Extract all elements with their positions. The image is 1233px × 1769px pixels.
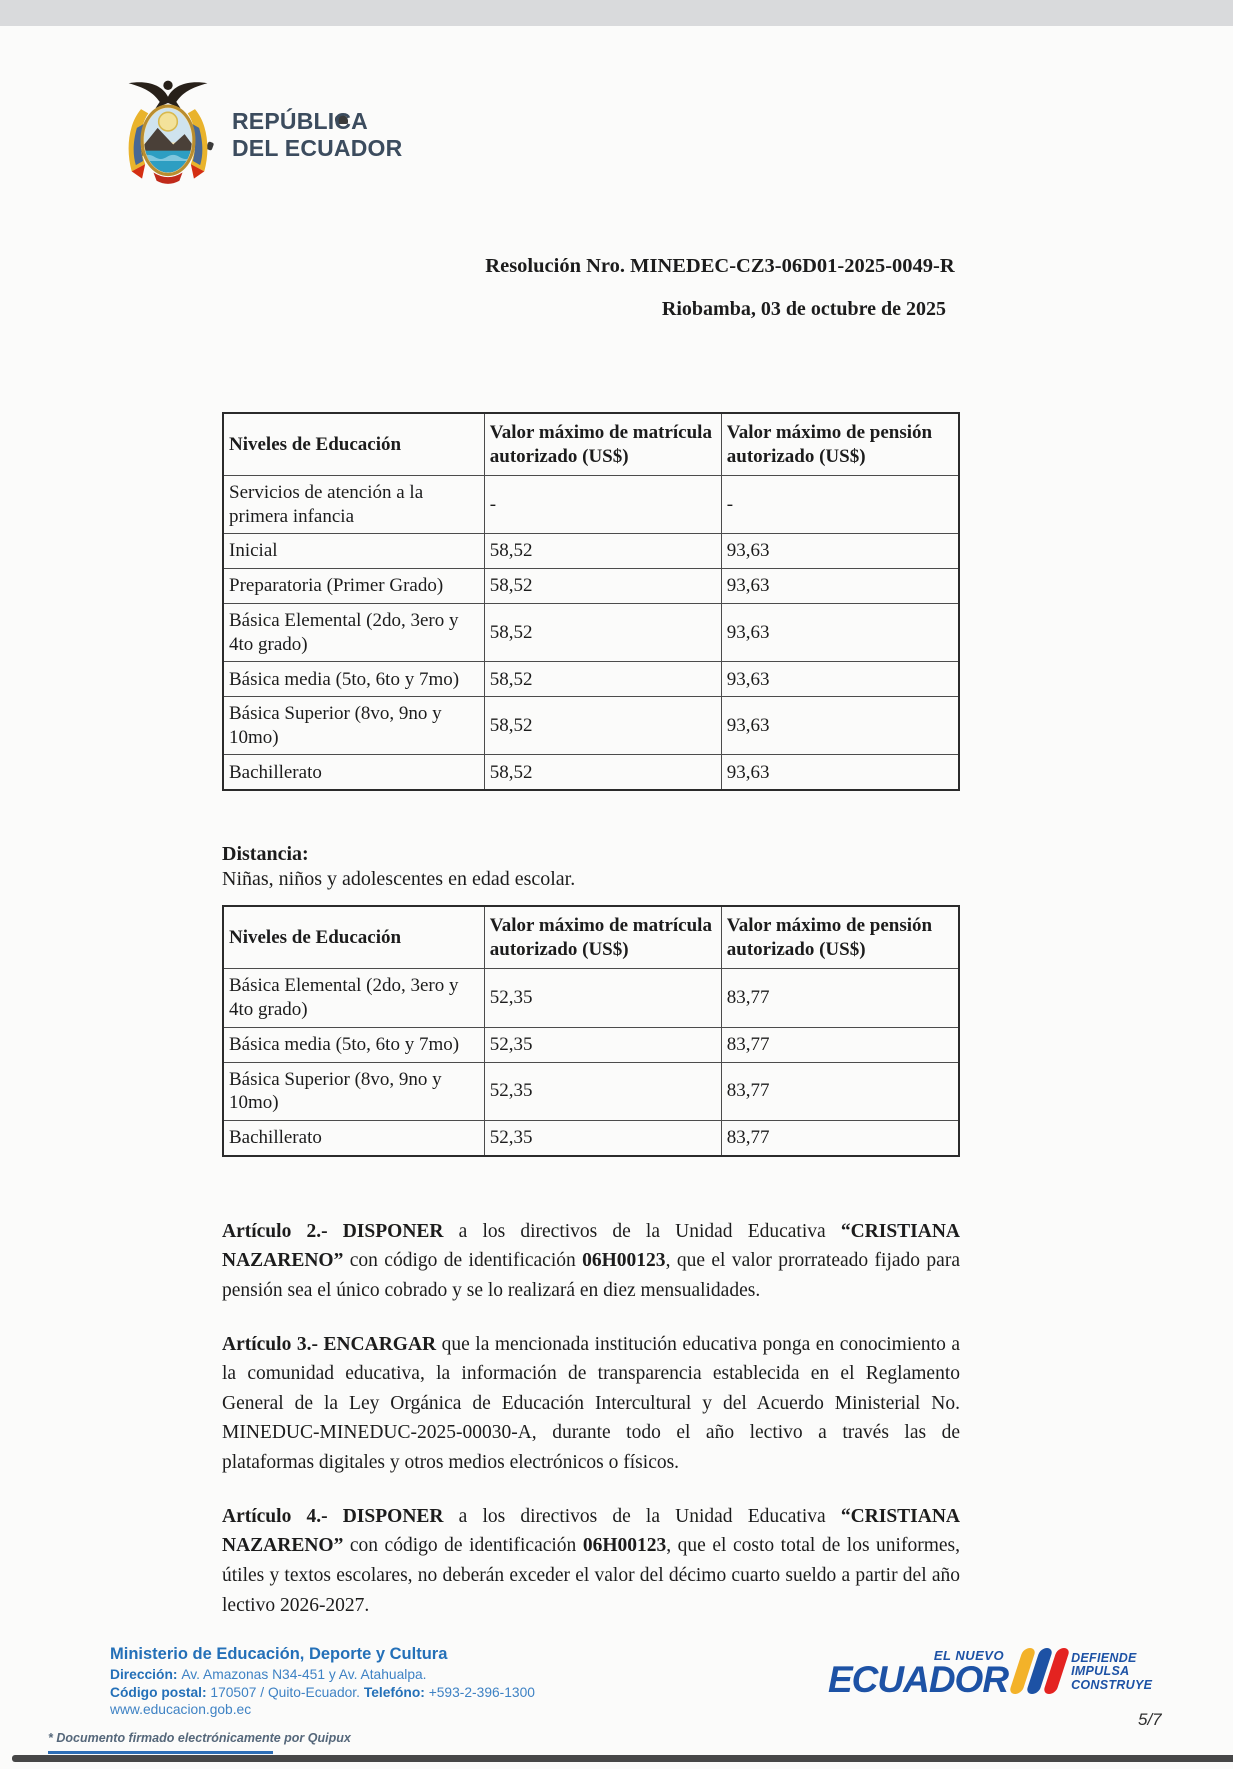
text-run: Artículo 3.- ENCARGAR <box>222 1333 437 1355</box>
table-cell: 83,77 <box>721 1027 959 1062</box>
table-cell: 52,35 <box>484 1027 721 1062</box>
table-row <box>223 1062 959 1120</box>
text-run: , que el valor prorrateado fijado para pensión sea el único cobrado y se lo realizará en diez mensualidades. <box>222 1250 960 1301</box>
ministry-postal-phone <box>110 1684 535 1702</box>
table-cell: 93,63 <box>721 662 959 697</box>
column-header: Valor máximo de pensión autorizado (US$) <box>721 906 959 969</box>
text-run: a los directivos de la Unidad Educativa <box>443 1505 841 1527</box>
table-cell: 58,52 <box>484 755 721 791</box>
table-cell: 58,52 <box>484 534 721 569</box>
quipux-signature-note: * Documento firmado electrónicamente por Quipux <box>48 1731 351 1745</box>
table-cell: 52,35 <box>484 1120 721 1156</box>
distancia-heading: Distancia: <box>222 843 309 866</box>
text-run: “CRISTIANA NAZARENO” <box>222 1505 961 1557</box>
document-body <box>222 412 960 1644</box>
scan-artifact-bottom-line <box>12 1755 1233 1762</box>
table-cell: 83,77 <box>721 1120 959 1156</box>
text-run: “CRISTIANA NAZARENO” <box>222 1220 961 1272</box>
text-run: con código de identificación <box>343 1535 583 1557</box>
text-run: +593-2-396-1300 <box>428 1685 535 1701</box>
table-cell: Básica Elemental (2do, 3ero y 4to grado) <box>223 969 484 1027</box>
signature-underline <box>48 1751 273 1754</box>
text-run: 170507 / Quito-Ecuador. <box>210 1685 364 1701</box>
column-header: Niveles de Educación <box>223 413 484 476</box>
table-cell: 52,35 <box>484 1062 721 1120</box>
column-header: Valor máximo de matrícula autorizado (US$) <box>484 413 721 476</box>
table-cell: 58,52 <box>484 604 721 662</box>
table-cell: 58,52 <box>484 697 721 755</box>
resolution-number: Resolución Nro. MINEDEC-CZ3-06D01-2025-0049-R <box>485 255 955 277</box>
text-run: Dirección: <box>110 1667 182 1682</box>
table-cell: Bachillerato <box>223 1120 484 1156</box>
ministry-address <box>110 1666 535 1684</box>
table-row <box>223 534 959 569</box>
ministry-website-link[interactable]: www.educacion.gob.ec <box>110 1702 252 1718</box>
table-row <box>223 569 959 604</box>
ecuador-wordmark <box>828 1648 1009 1700</box>
text-run: Artículo 4.- DISPONER <box>222 1505 444 1527</box>
document-header <box>116 76 402 193</box>
tuition-table-presencial <box>222 412 960 791</box>
text-run: Artículo 2.- DISPONER <box>222 1220 444 1242</box>
table-cell: 52,35 <box>484 969 721 1027</box>
table-cell: 93,63 <box>721 534 959 569</box>
el-nuevo-label: EL NUEVO <box>933 1648 1005 1663</box>
slogan-line-3: CONSTRUYE <box>1071 1677 1153 1692</box>
table-cell: - <box>721 476 959 534</box>
table-cell: Básica media (5to, 6to y 7mo) <box>223 662 484 697</box>
table-cell: Básica Superior (8vo, 9no y 10mo) <box>223 1062 484 1120</box>
table-row <box>223 662 959 697</box>
distancia-subtitle: Niñas, niños y adolescentes en edad escolar. <box>222 868 576 891</box>
column-header: Valor máximo de pensión autorizado (US$) <box>721 413 959 476</box>
table-cell: Básica Superior (8vo, 9no y 10mo) <box>223 697 484 755</box>
articulo-3-paragraph <box>222 1330 960 1478</box>
table-cell: 83,77 <box>721 1062 959 1120</box>
table-row <box>223 1027 959 1062</box>
table-row <box>223 1120 959 1156</box>
articulo-4-paragraph <box>222 1502 960 1621</box>
table-cell: Básica Elemental (2do, 3ero y 4to grado) <box>223 604 484 662</box>
table-cell: Preparatoria (Primer Grado) <box>223 569 484 604</box>
table-cell: 58,52 <box>484 569 721 604</box>
slogan-line-2: IMPULSA <box>1071 1664 1130 1679</box>
table-row <box>223 755 959 791</box>
table-cell: 58,52 <box>484 662 721 697</box>
table-cell: Inicial <box>223 534 484 569</box>
text-run: que la mencionada institución educativa ponga en conocimiento a la comunidad educativa, la información de transparencia establecida en el Reglamento General de la Ley Orgánica de Educación Intercultural y del Acuerdo Ministerial No. MINEDUC-MINEDUC-2025-00030-A, durante todo el año lectivo a través las de plataformas digitales y otros medios electrónicos o físicos. <box>222 1333 960 1474</box>
table-row <box>223 604 959 662</box>
table-row <box>223 476 959 534</box>
table-cell: Bachillerato <box>223 755 484 791</box>
table-row <box>223 969 959 1027</box>
articulo-2-paragraph <box>222 1217 960 1306</box>
text-run: Código postal: <box>110 1685 211 1701</box>
org-name-line2: DEL ECUADOR <box>232 134 403 161</box>
table-cell: Servicios de atención a la primera infancia <box>223 476 484 534</box>
table-cell: 93,63 <box>721 569 959 604</box>
ministry-title: Ministerio de Educación, Deporte y Cultura <box>110 1645 448 1663</box>
table-header-row <box>223 906 959 969</box>
text-run: 06H00123 <box>582 1250 666 1272</box>
table-cell: 83,77 <box>721 969 959 1027</box>
brand-slogan <box>1071 1652 1152 1693</box>
column-header: Niveles de Educación <box>223 906 484 969</box>
table-cell: 93,63 <box>721 755 959 791</box>
coat-of-arms-ecuador-icon <box>116 76 220 193</box>
table-row <box>223 697 959 755</box>
table-cell: - <box>484 476 721 534</box>
text-run: a los directivos de la Unidad Educativa <box>443 1220 841 1242</box>
text-run: , que el costo total de los uniformes, útiles y textos escolares, no deberán exceder el valor del décimo cuarto sueldo a partir del año lectivo 2026-2027. <box>222 1535 961 1616</box>
table-header-row <box>223 413 959 476</box>
org-name-line1: REPÚBLICA <box>232 108 368 135</box>
flag-stripes-icon <box>1016 1648 1063 1694</box>
text-run: Telefóno: <box>363 1685 429 1701</box>
text-run: con código de identificación <box>343 1250 583 1272</box>
text-run: Av. Amazonas N34-451 y Av. Atahualpa. <box>181 1667 427 1682</box>
table-cell: Básica media (5to, 6to y 7mo) <box>223 1027 484 1062</box>
table-cell: 93,63 <box>721 604 959 662</box>
ecuador-label: ECUADOR <box>828 1659 1009 1700</box>
tuition-table-distancia <box>222 905 960 1156</box>
slogan-line-1: DEFIENDE <box>1071 1650 1137 1665</box>
page-number: 5/7 <box>1138 1710 1162 1729</box>
text-run: 06H00123 <box>582 1535 667 1557</box>
ecuador-brand-logo <box>828 1648 1153 1700</box>
table-cell: 93,63 <box>721 697 959 755</box>
org-name <box>232 108 402 160</box>
column-header: Valor máximo de matrícula autorizado (US$) <box>484 906 721 969</box>
footer-ministry-block <box>110 1645 535 1717</box>
scan-artifact-top-band <box>0 0 1233 26</box>
place-and-date: Riobamba, 03 de octubre de 2025 <box>661 298 946 320</box>
